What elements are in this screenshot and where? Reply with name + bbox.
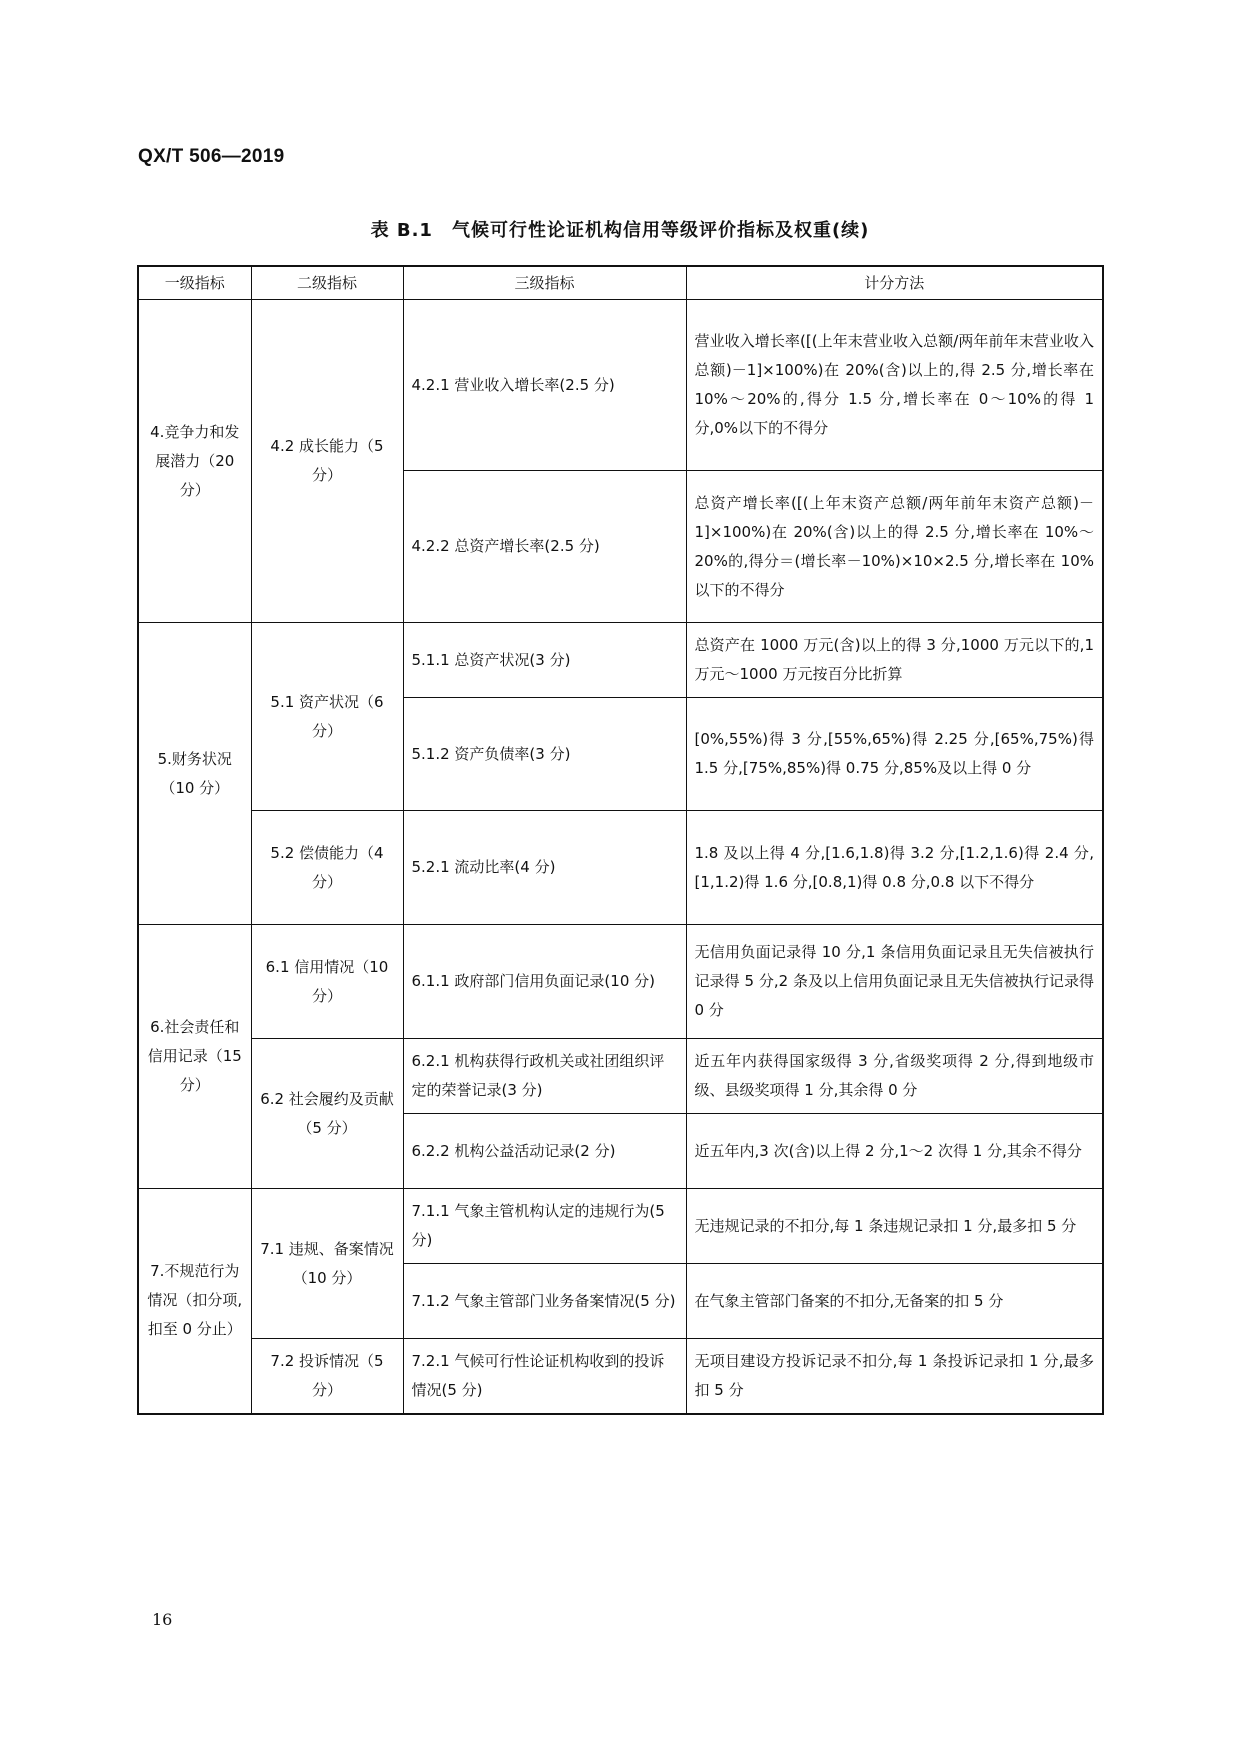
scoring-method: 近五年内,3 次(含)以上得 2 分,1～2 次得 1 分,其余不得分: [686, 1114, 1103, 1189]
table-row: [138, 1189, 1103, 1264]
level3-indicator: 6.2.2 机构公益活动记录(2 分): [403, 1114, 686, 1189]
table-row: [138, 1039, 1103, 1114]
scoring-method: 近五年内获得国家级得 3 分,省级奖项得 2 分,得到地级市级、县级奖项得 1 分,其余得 0 分: [686, 1039, 1103, 1114]
level3-indicator: 5.2.1 流动比率(4 分): [403, 811, 686, 925]
table-row: [138, 811, 1103, 925]
table-title: 表 B.1 气候可行性论证机构信用等级评价指标及权重(续): [370, 220, 870, 241]
level3-indicator: 7.1.2 气象主管部门业务备案情况(5 分): [403, 1264, 686, 1339]
criteria-table: [137, 265, 1104, 1415]
page-number: 16: [152, 1610, 173, 1629]
level2-indicator: 6.1 信用情况（10 分）: [251, 925, 403, 1039]
table-row: [138, 925, 1103, 1039]
column-header: 三级指标: [403, 266, 686, 300]
scoring-method: 无违规记录的不扣分,每 1 条违规记录扣 1 分,最多扣 5 分: [686, 1189, 1103, 1264]
level3-indicator: 6.1.1 政府部门信用负面记录(10 分): [403, 925, 686, 1039]
column-header: 二级指标: [251, 266, 403, 300]
table-header-row: [138, 266, 1103, 300]
level3-indicator: 7.1.1 气象主管机构认定的违规行为(5 分): [403, 1189, 686, 1264]
scoring-method: 总资产在 1000 万元(含)以上的得 3 分,1000 万元以下的,1 万元～1000 万元按百分比折算: [686, 623, 1103, 698]
table-row: [138, 300, 1103, 471]
level1-indicator: 7.不规范行为情况（扣分项,扣至 0 分止）: [138, 1189, 251, 1414]
level3-indicator: 6.2.1 机构获得行政机关或社团组织评定的荣誉记录(3 分): [403, 1039, 686, 1114]
scoring-method: 在气象主管部门备案的不扣分,无备案的扣 5 分: [686, 1264, 1103, 1339]
level2-indicator: 6.2 社会履约及贡献（5 分）: [251, 1039, 403, 1189]
level3-indicator: 4.2.2 总资产增长率(2.5 分): [403, 471, 686, 623]
column-header: 一级指标: [138, 266, 251, 300]
level2-indicator: 5.1 资产状况（6 分）: [251, 623, 403, 811]
level2-indicator: 5.2 偿债能力（4 分）: [251, 811, 403, 925]
level2-indicator: 4.2 成长能力（5 分）: [251, 300, 403, 623]
document-code: QX/T 506—2019: [138, 146, 285, 167]
level2-indicator: 7.1 违规、备案情况（10 分）: [251, 1189, 403, 1339]
criteria-table-wrapper: [137, 265, 1102, 1415]
scoring-method: 营业收入增长率([(上年末营业收入总额/两年前年末营业收入总额)－1]×100%)在 20%(含)以上的,得 2.5 分,增长率在 10%～20%的,得分 1.5 分,增长率在 0～10%的得 1 分,0%以下的不得分: [686, 300, 1103, 471]
level3-indicator: 4.2.1 营业收入增长率(2.5 分): [403, 300, 686, 471]
scoring-method: 总资产增长率([(上年末资产总额/两年前年末资产总额)－1]×100%)在 20%(含)以上的得 2.5 分,增长率在 10%～20%的,得分＝(增长率－10%)×10×2.5 分,增长率在 10%以下的不得分: [686, 471, 1103, 623]
level3-indicator: 5.1.2 资产负债率(3 分): [403, 698, 686, 811]
scoring-method: 1.8 及以上得 4 分,[1.6,1.8)得 3.2 分,[1.2,1.6)得 2.4 分,[1,1.2)得 1.6 分,[0.8,1)得 0.8 分,0.8 以下不得分: [686, 811, 1103, 925]
scoring-method: 无项目建设方投诉记录不扣分,每 1 条投诉记录扣 1 分,最多扣 5 分: [686, 1339, 1103, 1414]
scoring-method: 无信用负面记录得 10 分,1 条信用负面记录且无失信被执行记录得 5 分,2 条及以上信用负面记录且无失信被执行记录得 0 分: [686, 925, 1103, 1039]
scoring-method: [0%,55%)得 3 分,[55%,65%)得 2.25 分,[65%,75%)得 1.5 分,[75%,85%)得 0.75 分,85%及以上得 0 分: [686, 698, 1103, 811]
level3-indicator: 7.2.1 气候可行性论证机构收到的投诉情况(5 分): [403, 1339, 686, 1414]
level1-indicator: 4.竞争力和发展潜力（20 分）: [138, 300, 251, 623]
level3-indicator: 5.1.1 总资产状况(3 分): [403, 623, 686, 698]
level1-indicator: 5.财务状况（10 分）: [138, 623, 251, 925]
level2-indicator: 7.2 投诉情况（5 分）: [251, 1339, 403, 1414]
table-row: [138, 1339, 1103, 1414]
table-row: [138, 623, 1103, 698]
level1-indicator: 6.社会责任和信用记录（15 分）: [138, 925, 251, 1189]
column-header: 计分方法: [686, 266, 1103, 300]
